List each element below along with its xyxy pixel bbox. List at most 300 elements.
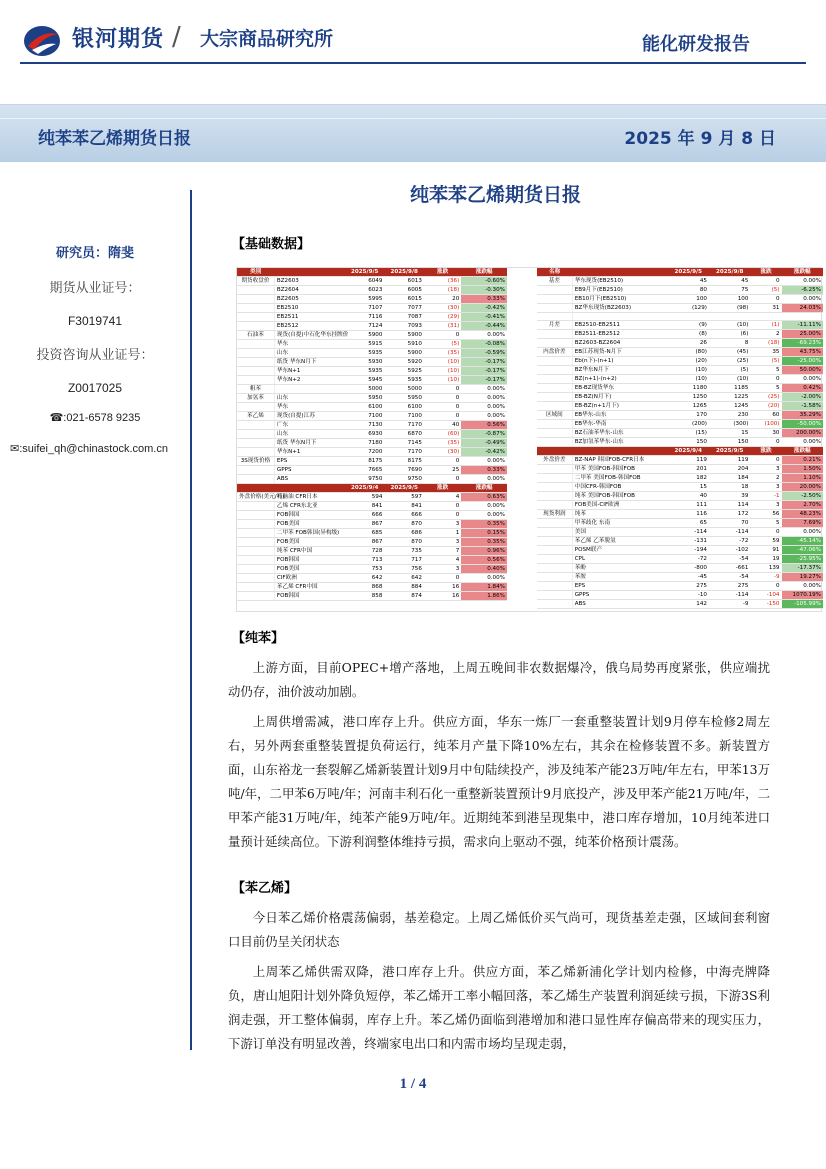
table-cell: 9750 [345,475,384,484]
table-cell: 100 [668,295,709,304]
table-row [237,574,507,583]
table-cell: 广东 [274,421,345,430]
table-cell: 华东N+1 [274,367,345,376]
table-row [237,430,507,439]
table-cell: 182 [668,474,709,483]
table-cell: 0 [750,295,781,304]
table-cell: 现货(自提)江苏 [274,412,345,421]
table-cell [237,421,274,430]
table-cell: 二甲苯 美国FOB-韩国FOB [572,474,667,483]
table-row [237,358,507,367]
table-cell: EB-BZ(n+1月下) [572,402,667,411]
table-row [537,465,823,474]
table-cell: 200.00% [782,429,824,438]
table-cell: 6100 [345,403,384,412]
table-cell: 1070.19% [782,591,824,600]
table-row [537,510,823,519]
table-cell: 35 [750,348,781,357]
table-cell: -9 [750,573,781,582]
table-row [237,394,507,403]
table-cell [537,528,572,537]
table-cell: 6013 [384,277,423,286]
table-cell: 5950 [384,394,423,403]
table-row [537,313,823,321]
table-cell: FOB韩国 [274,511,345,520]
table-cell: BZ2605 [274,295,345,304]
table-header-cell: 涨跌 [424,484,461,493]
table-cell: (98) [709,304,750,313]
table-cell: -2.00% [782,393,824,402]
table-cell: 75 [709,286,750,295]
table-cell: 月差 [537,321,572,330]
table-cell [237,547,274,556]
table-cell [537,591,572,600]
table-header-cell: 2025/9/8 [384,268,423,277]
table-cell: -25.00% [782,357,824,366]
table-cell: 867 [345,538,384,547]
table-cell: 加氢苯 [237,394,274,403]
table-cell: 753 [345,565,384,574]
table-header-cell [572,268,667,277]
table-cell: 45 [668,277,709,286]
table-cell: 150 [668,438,709,447]
table-cell [237,322,274,331]
table-cell [237,340,274,349]
table-cell [237,529,274,538]
table-cell: 0.63% [461,493,507,502]
table-cell: (35) [424,349,461,358]
table-header-cell: 名称 [537,268,572,277]
table-row [537,483,823,492]
table-cell: 0.96% [461,547,507,556]
table-cell: 0.33% [461,295,507,304]
table-row [537,456,823,465]
table-row [537,429,823,438]
table-cell [537,330,572,339]
table-cell [237,304,274,313]
table-cell: 0 [424,511,461,520]
table-cell: (5) [709,366,750,375]
table-cell [782,313,824,321]
table-cell: 4 [424,493,461,502]
table-cell [537,384,572,393]
banner-title: 纯苯苯乙烯期货日报 [38,129,191,149]
table-row [237,439,507,448]
table-cell [537,465,572,474]
table-cell: 5 [750,366,781,375]
table-header-cell: 2025/9/5 [345,268,384,277]
table-cell: EB-BZ(N月下) [572,393,667,402]
table-cell [537,474,572,483]
table-header-cell: 2025/9/4 [668,447,709,456]
table-cell: 2.70% [782,501,824,510]
table-cell: 45 [709,277,750,286]
table-cell: -0.17% [461,367,507,376]
table-cell [709,313,750,321]
table-cell: 3S现货价格 [237,457,274,466]
table-cell: Eb(n下)-(n+1) [572,357,667,366]
table-cell: -0.41% [461,313,507,322]
table-cell [237,448,274,457]
table-row [537,573,823,582]
table-cell: 884 [384,583,423,592]
table-cell: -72 [668,555,709,564]
table-cell: 841 [384,502,423,511]
table-cell: 0 [424,403,461,412]
table-row [237,493,507,502]
table-cell: 8 [709,339,750,348]
table-cell: (31) [424,322,461,331]
table-cell: 717 [384,556,423,565]
table-cell: 48.23% [782,510,824,519]
table-cell: 4 [424,556,461,565]
table-cell: 山东 [274,349,345,358]
table-cell: 5945 [345,376,384,385]
page-number: 1 / 4 [399,1076,427,1092]
section-basic-data: 【基础数据】 [232,237,311,252]
table-cell [237,466,274,475]
table-cell: 59 [750,537,781,546]
table-row [237,376,507,385]
table-cell: 0.56% [461,556,507,565]
table-cell: -9 [709,600,750,609]
table-cell [237,565,274,574]
table-cell: 31 [750,304,781,313]
table-header-cell: 涨跌幅 [461,484,507,493]
table-row [537,411,823,420]
table-row [237,322,507,331]
table-cell: 苯乙烯 [237,412,274,421]
table-row [237,286,507,295]
table-cell: 80 [668,286,709,295]
table-cell: -194 [668,546,709,555]
table-cell: -0.49% [461,439,507,448]
table-cell: (30) [424,448,461,457]
table-cell [537,429,572,438]
table-cell [537,313,572,321]
table-cell: -0.44% [461,322,507,331]
left-table [237,268,507,601]
table-header-cell: 2025/9/5 [384,484,423,493]
table-cell: 0.00% [461,457,507,466]
table-cell: 172 [709,510,750,519]
table-cell [537,420,572,429]
table-cell: -6.25% [782,286,824,295]
table-cell [750,313,781,321]
table-cell: 7.69% [782,519,824,528]
table-row [537,375,823,384]
table-cell: 7665 [345,466,384,475]
table-row [237,403,507,412]
table-cell: -114 [668,528,709,537]
table-row [237,340,507,349]
table-cell: BZ2603-BZ2604 [572,339,667,348]
table-header-cell: 涨跌幅 [782,447,824,456]
table-cell: 7077 [384,304,423,313]
table-cell: CPL [572,555,667,564]
table-cell: 3 [424,565,461,574]
table-header-cell: 涨跌幅 [782,268,824,277]
table-cell: -800 [668,564,709,573]
paragraph-styrene-2: 上周苯乙烯供需双降，港口库存上升。供应方面，苯乙烯新浦化学计划内检修，中海壳牌降负，唐山旭阳计划外降负短停，苯乙烯开工率小幅回落，苯乙烯生产装置利润延续亏损，下游3S利润走强，开工整体偏弱，库存上升。苯乙烯仍面临到港增加和港口显性库存偏高带来的现实压力，下游订单没有明显改善，终端家电出口和内需市场均呈现走弱， [228,964,770,1051]
table-cell: 纯苯 美国FOB-韩国FOB [572,492,667,501]
table-row [537,304,823,313]
table-cell: 40 [668,492,709,501]
table-cell: EB2511-EB2512 [572,330,667,339]
table-cell: 山东 [274,394,345,403]
table-cell: 外盘价格(美元/吨) [239,494,285,500]
company-name: 银河期货 [72,27,165,52]
email: ✉:suifei_qh@chinastock.com.cn [10,443,168,455]
table-cell: 686 [384,529,423,538]
table-row [237,295,507,304]
table-cell [537,375,572,384]
table-cell: 5930 [345,358,384,367]
table-cell: 30 [750,429,781,438]
table-cell: 0 [750,456,781,465]
table-cell: 纯苯 [572,510,667,519]
table-cell: 119 [668,456,709,465]
table-cell [537,600,572,609]
table-cell: 0.00% [461,574,507,583]
table-cell: 6015 [384,295,423,304]
department-name: 大宗商品研究所 [200,28,334,50]
table-cell: 华东现货(EB2510) [572,277,667,286]
table-cell [237,556,274,565]
table-cell: (25) [750,393,781,402]
table-cell: 8175 [384,457,423,466]
table-cell [537,295,572,304]
table-cell: 华东N+1 [274,448,345,457]
table-cell [537,393,572,402]
table-cell: EB华东-山东 [572,411,667,420]
table-cell: 华东N+2 [274,376,345,385]
table-cell: EB2511 [274,313,345,322]
table-cell: 0.00% [782,438,824,447]
table-cell: 170 [668,411,709,420]
table-cell [537,492,572,501]
table-cell [537,501,572,510]
table-header-cell [274,268,345,277]
table-cell: EB10月下(EB2510) [572,295,667,304]
table-cell: 0 [750,438,781,447]
table-row [537,438,823,447]
table-cell: 25.00% [782,330,824,339]
table-cell: 6930 [345,430,384,439]
header-rule [20,62,806,64]
banner-highlight [0,118,826,119]
table-cell: 0.00% [782,582,824,591]
table-cell: (30) [424,304,461,313]
table-cell [572,313,667,321]
sidebar-rule [190,190,192,1050]
table-cell [237,295,274,304]
table-cell: 713 [345,556,384,565]
table-cell: 142 [668,600,709,609]
table-cell: 150 [709,438,750,447]
table-header-cell: 涨跌 [750,447,781,456]
table-cell: 100 [709,295,750,304]
table-cell: 纯苯 CFR中国 [274,547,345,556]
table-cell: (10) [424,367,461,376]
cert-value: F3019741 [67,314,123,328]
table-cell: 3 [424,538,461,547]
table-cell: 642 [345,574,384,583]
table-cell: 139 [750,564,781,573]
table-cell: 3 [750,483,781,492]
table-cell: 18 [709,483,750,492]
table-row [237,349,507,358]
table-cell: (9) [668,321,709,330]
table-cell [237,574,274,583]
table-cell: (18) [424,286,461,295]
table-cell [237,583,274,592]
table-cell: 870 [384,520,423,529]
table-cell: (20) [668,357,709,366]
table-cell: 5935 [384,376,423,385]
table-cell: 3 [750,465,781,474]
table-row [237,511,507,520]
table-cell: 5915 [345,340,384,349]
table-row [237,565,507,574]
table-cell: 0 [750,375,781,384]
table-row [237,412,507,421]
table-row [537,339,823,348]
table-cell: (25) [709,357,750,366]
table-row [237,520,507,529]
table-row [537,330,823,339]
left-table-header-2 [237,484,507,493]
table-cell: 5000 [345,385,384,394]
table-cell: 6100 [384,403,423,412]
table-cell: (29) [424,313,461,322]
table-cell: (10) [709,375,750,384]
table-cell: 0.00% [782,295,824,304]
table-cell [537,286,572,295]
table-cell: 0.00% [461,403,507,412]
table-cell: 0.42% [782,384,824,393]
table-cell: 0 [424,574,461,583]
table-cell: (10) [668,366,709,375]
table-cell: -1.58% [782,402,824,411]
table-cell: FOB韩国 [274,556,345,565]
table-cell [537,357,572,366]
right-table-header-2 [537,447,823,456]
table-cell: -104 [750,591,781,600]
table-cell: (129) [668,304,709,313]
table-cell: (15) [668,429,709,438]
table-cell: 19 [750,555,781,564]
table-cell: (10) [709,321,750,330]
table-row [237,457,507,466]
table-row [237,547,507,556]
table-cell [537,564,572,573]
table-cell: 868 [345,583,384,592]
table-cell: 8175 [345,457,384,466]
report-type: 能化研发报告 [642,34,750,55]
table-cell: FOB美国 [274,520,345,529]
invest-value: Z0017025 [67,381,123,395]
table-cell: 275 [709,582,750,591]
table-cell [237,313,274,322]
table-cell: 1185 [709,384,750,393]
table-cell [274,385,345,394]
table-cell: 70 [709,519,750,528]
table-cell: (1) [750,321,781,330]
table-cell: 7690 [384,466,423,475]
table-cell: 0 [424,502,461,511]
table-cell: 594 [345,493,384,502]
table-cell: -131 [668,537,709,546]
table-cell [537,537,572,546]
table-row [237,277,507,286]
table-cell: 1245 [709,402,750,411]
table-cell: (10) [424,376,461,385]
table-header-cell: 涨跌 [424,268,461,277]
table-cell: -150 [750,600,781,609]
table-cell [537,546,572,555]
table-cell: 19.27% [782,573,824,582]
table-cell: 841 [345,502,384,511]
table-cell: BZ加氢苯华东-山东 [572,438,667,447]
table-cell: 5 [750,519,781,528]
table-row [237,556,507,565]
table-cell: 5935 [345,349,384,358]
table-cell [237,286,274,295]
table-cell: -47.06% [782,546,824,555]
table-cell: 119 [709,456,750,465]
table-cell: (5) [750,286,781,295]
table-cell: 26 [668,339,709,348]
table-cell: EB-BZ现货华东 [572,384,667,393]
table-row [237,304,507,313]
table-cell [237,520,274,529]
table-cell: FOB美国 [274,538,345,547]
table-cell: CIF欧洲 [274,574,345,583]
table-cell: 纸货 华东N月下 [274,439,345,448]
table-row [237,475,507,484]
table-cell: EB2510 [274,304,345,313]
table-cell: 7107 [345,304,384,313]
table-cell: -0.42% [461,304,507,313]
table-cell: -54 [709,573,750,582]
table-row [537,384,823,393]
table-cell: 7093 [384,322,423,331]
table-cell: 15 [709,429,750,438]
table-cell: BZ-NAP 韩国FOB-CFR日本 [572,456,667,465]
table-row [537,591,823,600]
table-cell: 6023 [345,286,384,295]
table-header-cell: 2025/9/8 [709,268,750,277]
table-row [237,421,507,430]
table-cell: (8) [668,330,709,339]
table-cell: 111 [668,501,709,510]
table-cell [237,475,274,484]
table-cell: (45) [709,348,750,357]
table-cell: ABS [274,475,345,484]
table-cell: (60) [424,430,461,439]
table-cell [537,366,572,375]
table-cell: 二甲苯 FOB韩国(异构级) [274,529,345,538]
table-cell: 0.00% [461,331,507,340]
table-cell: 7170 [384,448,423,457]
table-cell: -0.42% [461,448,507,457]
table-cell: 65 [668,519,709,528]
table-row [237,385,507,394]
table-row [237,367,507,376]
table-cell: FOB美国-CIF欧洲 [572,501,667,510]
table-cell: 5920 [384,358,423,367]
